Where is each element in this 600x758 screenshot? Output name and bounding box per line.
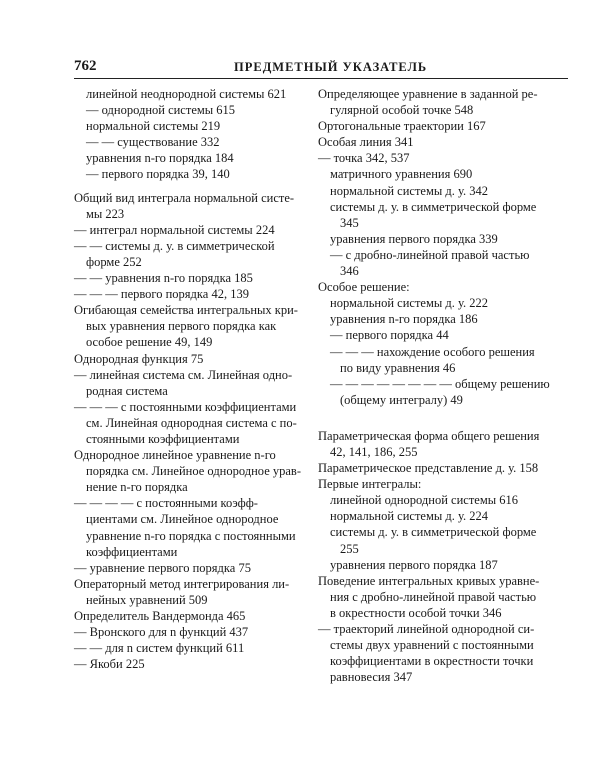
index-entry: уравнения n-го порядка 186	[330, 312, 478, 327]
index-entry: — — системы д. у. в симметрической	[74, 238, 275, 253]
index-entry: в окрестности особой точки 346	[330, 605, 502, 620]
index-entry: родная система	[86, 383, 168, 398]
index-entry: Определяющее уравнение в заданной ре-	[318, 87, 538, 101]
left-column	[74, 86, 314, 672]
index-entry: 255	[340, 541, 359, 556]
index-entry: стемы двух уравнений с постоянными	[330, 638, 534, 653]
index-entry: — — — — — — — — общему решению	[330, 376, 550, 391]
index-entry: Огибающая семейства интегральных кри-	[74, 303, 298, 318]
index-entry: см. Линейная однородная система с по-	[86, 415, 297, 430]
index-entry: порядка см. Линейное однородное урав-	[86, 464, 301, 479]
index-entry: матричного уравнения 690	[330, 167, 473, 182]
index-entry: — Якоби 225	[74, 657, 145, 672]
index-entry: Параметрическая форма общего решения	[318, 428, 540, 443]
index-entry: уравнения первого порядка 187	[330, 557, 498, 572]
index-entry: — траекторий линейной однородной си-	[318, 622, 535, 636]
index-entry: Определитель Вандермонда 465	[74, 609, 246, 623]
index-entry: ния с дробно-линейной правой частью	[330, 589, 537, 604]
index-entry: — — существование 332	[86, 135, 220, 150]
index-entry: Поведение интегральных кривых уравне-	[318, 573, 540, 588]
index-entry: 346	[340, 264, 359, 279]
index-entry: 42, 141, 186, 255	[330, 444, 418, 459]
index-entry: нение n-го порядка	[86, 480, 188, 495]
index-entry: Операторный метод интегрирования ли-	[74, 576, 290, 591]
index-entry: линейной неоднородной системы 621	[86, 87, 287, 101]
index-entry: нормальной системы д. у. 224	[330, 509, 489, 524]
index-entry: уравнения n-го порядка 184	[86, 151, 234, 166]
index-entry: Особая линия 341	[318, 135, 414, 150]
index-entry: стоянными коэффициентами	[86, 431, 240, 446]
index-entry: равновесия 347	[330, 670, 413, 685]
index-entry: — — — — с постоянными коэфф-	[74, 496, 258, 511]
index-entry: — первого порядка 39, 140	[86, 167, 230, 182]
index-entry: Общий вид интеграла нормальной систе-	[74, 190, 295, 205]
index-entry: системы д. у. в симметрической форме	[330, 525, 537, 540]
index-entry: мы 223	[86, 206, 125, 221]
index-entry: Параметрическое представление д. у. 158	[318, 461, 539, 476]
index-entry: — первого порядка 44	[330, 328, 449, 343]
index-entry: Однородная функция 75	[74, 351, 204, 366]
index-entry: коэффициентами	[86, 544, 178, 559]
index-entry: Ортогональные траектории 167	[318, 119, 486, 134]
index-entry: гулярной особой точке 548	[330, 103, 474, 118]
index-entry: особое решение 49, 149	[86, 335, 213, 350]
header-rule	[74, 78, 568, 79]
index-entry: — однородной системы 615	[86, 103, 236, 118]
index-entry: Однородное линейное уравнение n-го	[74, 448, 276, 463]
index-entry: форме 252	[86, 254, 142, 269]
index-entry: уравнения первого порядка 339	[330, 231, 498, 246]
index-entry: — Вронского для n функций 437	[74, 625, 249, 640]
index-entry: нейных уравнений 509	[86, 592, 208, 607]
index-entry: — — — с постоянными коэффициентами	[74, 399, 297, 414]
index-entry: по виду уравнения 46	[340, 360, 456, 375]
index-entry: — — — нахождение особого решения	[330, 344, 535, 359]
index-entry: коэффициентами в окрестности точки	[330, 654, 534, 669]
index-entry: — — для n систем функций 611	[74, 641, 245, 656]
index-entry: нормальной системы д. у. 342	[330, 183, 489, 198]
index-entry: Первые интегралы:	[318, 477, 422, 492]
index-entry: 345	[340, 215, 359, 230]
page-header	[74, 58, 568, 80]
index-entry: — с дробно-линейной правой частью	[330, 247, 530, 262]
index-entry: нормальной системы д. у. 222	[330, 296, 489, 311]
index-entry: уравнение n-го порядка с постоянными	[86, 528, 296, 543]
index-entry: системы д. у. в симметрической форме	[330, 199, 537, 214]
index-entry: — — уравнения n-го порядка 185	[74, 271, 253, 286]
index-entry: — уравнение первого порядка 75	[74, 560, 251, 575]
index-entry: нормальной системы 219	[86, 119, 221, 134]
page-number: 762	[74, 58, 97, 74]
index-entry: — линейная система см. Линейная одно-	[74, 367, 293, 382]
running-title: ПРЕДМЕТНЫЙ УКАЗАТЕЛЬ	[234, 60, 428, 74]
index-entry: вых уравнения первого порядка как	[86, 319, 277, 334]
right-column	[318, 86, 570, 685]
index-entry: циентами см. Линейное однородное	[86, 512, 279, 527]
index-entry: — — — первого порядка 42, 139	[74, 287, 249, 302]
index-entry: — интеграл нормальной системы 224	[74, 222, 275, 237]
index-entry: (общему интегралу) 49	[340, 392, 463, 407]
index-entry: — точка 342, 537	[318, 151, 410, 166]
index-entry: Особое решение:	[318, 280, 410, 295]
index-entry: линейной однородной системы 616	[330, 493, 519, 508]
